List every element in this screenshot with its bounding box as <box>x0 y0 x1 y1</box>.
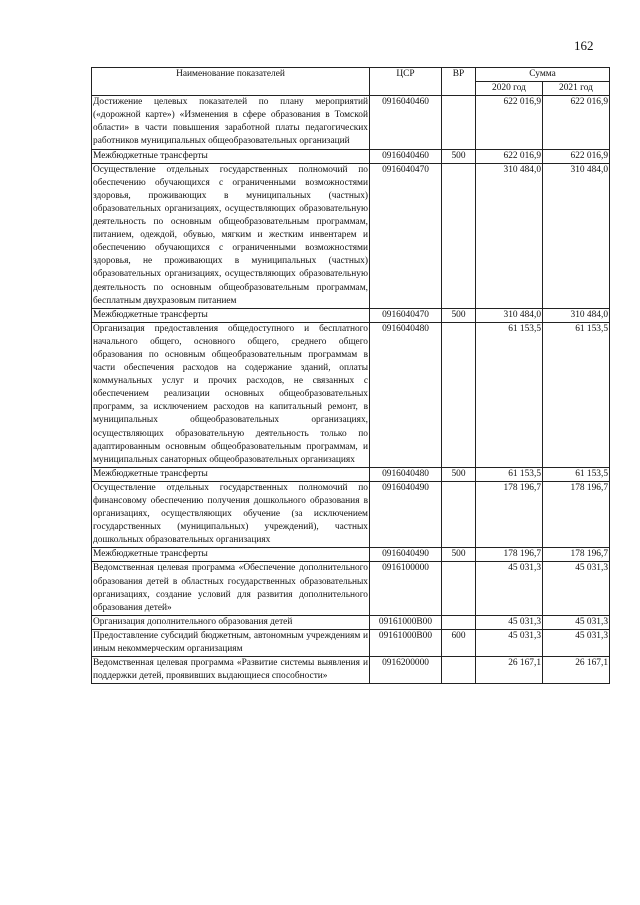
row-vr <box>442 562 476 615</box>
row-csr: 0916200000 <box>370 657 442 684</box>
row-csr: 0916040460 <box>370 96 442 149</box>
table-row <box>92 163 610 308</box>
row-name: Межбюджетные трансферты <box>92 308 370 322</box>
row-csr: 09161000В00 <box>370 615 442 629</box>
row-csr: 0916040490 <box>370 481 442 547</box>
row-vr <box>442 322 476 467</box>
header-vr: ВР <box>442 68 476 96</box>
row-csr: 0916040470 <box>370 308 442 322</box>
table-row <box>92 149 610 163</box>
row-csr: 0916040460 <box>370 149 442 163</box>
table-row <box>92 481 610 547</box>
row-name: Межбюджетные трансферты <box>92 467 370 481</box>
row-sum-2021: 45 031,3 <box>543 615 610 629</box>
header-sum: Сумма <box>476 68 610 82</box>
row-sum-2020: 622 016,9 <box>476 96 543 149</box>
row-name: Ведомственная целевая программа «Обеспечение дополнительного образования детей в областных государственных образовательных организациях, создание условий для развития дополнительного образования детей» <box>92 562 370 615</box>
row-name: Предоставление субсидий бюджетным, автономным учреждениям и иным некоммерческим организациям <box>92 629 370 656</box>
row-sum-2021: 178 196,7 <box>543 481 610 547</box>
row-sum-2021: 310 484,0 <box>543 308 610 322</box>
row-vr <box>442 163 476 308</box>
row-vr <box>442 481 476 547</box>
row-csr: 0916040490 <box>370 548 442 562</box>
row-sum-2021: 26 167,1 <box>543 657 610 684</box>
row-sum-2020: 61 153,5 <box>476 322 543 467</box>
table-header <box>92 68 610 96</box>
row-name: Межбюджетные трансферты <box>92 548 370 562</box>
row-sum-2021: 61 153,5 <box>543 467 610 481</box>
table-row <box>92 657 610 684</box>
row-vr: 500 <box>442 548 476 562</box>
row-sum-2020: 45 031,3 <box>476 615 543 629</box>
table-row <box>92 322 610 467</box>
row-sum-2020: 45 031,3 <box>476 629 543 656</box>
row-sum-2020: 26 167,1 <box>476 657 543 684</box>
row-name: Ведомственная целевая программа «Развитие системы выявления и поддержки детей, проявивших выдающиеся способности» <box>92 657 370 684</box>
table-row <box>92 308 610 322</box>
row-csr: 0916040470 <box>370 163 442 308</box>
row-sum-2021: 622 016,9 <box>543 96 610 149</box>
row-sum-2020: 61 153,5 <box>476 467 543 481</box>
row-name: Достижение целевых показателей по плану мероприятий («дорожной карте») «Изменения в сфере образования в Томской области» в части повышения заработной платы педагогических работников муниципальных общеобразовательных организаций <box>92 96 370 149</box>
row-sum-2021: 45 031,3 <box>543 562 610 615</box>
table-row <box>92 629 610 656</box>
row-vr <box>442 657 476 684</box>
row-name: Межбюджетные трансферты <box>92 149 370 163</box>
row-sum-2020: 310 484,0 <box>476 163 543 308</box>
row-sum-2020: 310 484,0 <box>476 308 543 322</box>
row-vr <box>442 615 476 629</box>
row-sum-2020: 622 016,9 <box>476 149 543 163</box>
row-csr: 0916040480 <box>370 467 442 481</box>
table-row <box>92 562 610 615</box>
row-csr: 0916040480 <box>370 322 442 467</box>
row-vr: 500 <box>442 149 476 163</box>
row-sum-2021: 310 484,0 <box>543 163 610 308</box>
row-sum-2021: 61 153,5 <box>543 322 610 467</box>
row-vr: 500 <box>442 467 476 481</box>
header-year-2021: 2021 год <box>543 82 610 96</box>
row-sum-2020: 178 196,7 <box>476 548 543 562</box>
table-row <box>92 467 610 481</box>
row-name: Организация дополнительного образования детей <box>92 615 370 629</box>
row-sum-2021: 178 196,7 <box>543 548 610 562</box>
table-body <box>92 96 610 684</box>
row-name: Осуществление отдельных государственных полномочий по финансовому обеспечению получения дошкольного образования в организациях, осуществляющих обучение (за исключением государственных (муниципальных) учреждений), частных дошкольных образовательных организациях <box>92 481 370 547</box>
row-sum-2020: 178 196,7 <box>476 481 543 547</box>
table-row <box>92 96 610 149</box>
row-name: Организация предоставления общедоступного и бесплатного начального общего, основного общего, среднего общего образования по основным общеобразовательным программам в части обеспечения расходов на содержание зданий, оплаты коммунальных услуг и прочих расходов, не связанных с обеспечением реализации основных общеобразовательных программ, за исключением расходов на капитальный ремонт, в муниципальных общеобразовательных организациях, осуществляющих образовательную деятельность только по адаптированным основным общеобразовательным программам, и муниципальных санаторных общеобразовательных организациях <box>92 322 370 467</box>
row-vr: 600 <box>442 629 476 656</box>
header-name: Наименование показателей <box>92 68 370 96</box>
row-vr: 500 <box>442 308 476 322</box>
row-sum-2021: 45 031,3 <box>543 629 610 656</box>
row-csr: 0916100000 <box>370 562 442 615</box>
row-sum-2020: 45 031,3 <box>476 562 543 615</box>
page-number: 162 <box>574 38 594 53</box>
row-name: Осуществление отдельных государственных полномочий по обеспечению обучающихся с ограниченными возможностями здоровья, проживающих в муниципальных (частных) образовательных организациях, осуществляющих образовательную деятельность по основным общеобразовательным программам, питанием, одеждой, обувью, мягким и жестким инвентарем и обеспечению обучающихся с ограниченными возможностями здоровья, не проживающих в муниципальных (частных) образовательных организациях, осуществляющих образовательную деятельность по основным общеобразовательным программам, бесплатным двухразовым питанием <box>92 163 370 308</box>
row-sum-2021: 622 016,9 <box>543 149 610 163</box>
table-row <box>92 548 610 562</box>
header-csr: ЦСР <box>370 68 442 96</box>
budget-table <box>91 67 610 684</box>
row-vr <box>442 96 476 149</box>
header-year-2020: 2020 год <box>476 82 543 96</box>
table-row <box>92 615 610 629</box>
row-csr: 09161000В00 <box>370 629 442 656</box>
